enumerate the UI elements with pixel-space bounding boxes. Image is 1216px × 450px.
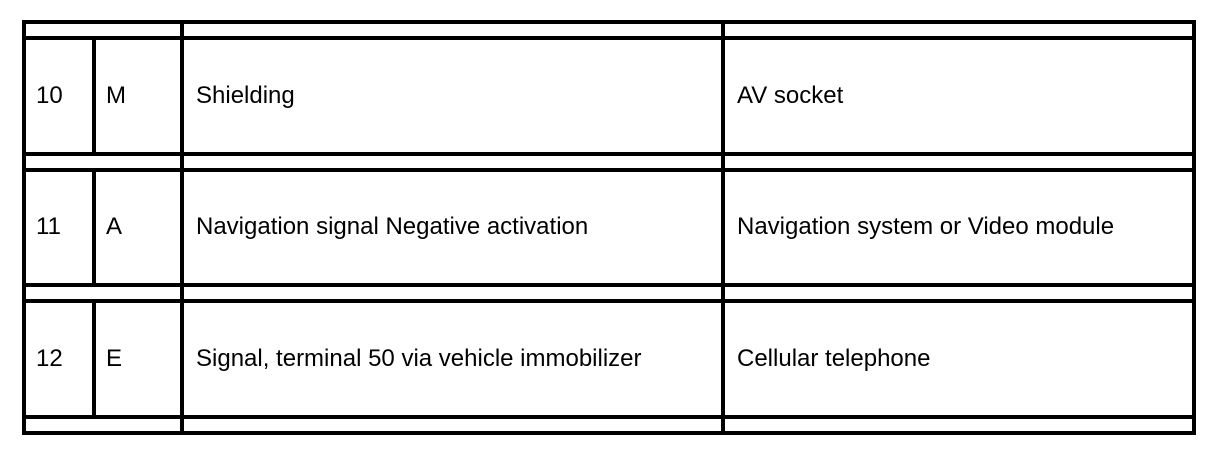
empty-cell xyxy=(723,417,1194,433)
wire-code-cell: M xyxy=(94,38,182,153)
description-cell: Shielding xyxy=(182,38,723,153)
pin-number-cell: 11 xyxy=(24,170,94,285)
table-row-spacer xyxy=(24,285,1194,301)
empty-cell xyxy=(24,285,182,301)
empty-cell xyxy=(723,285,1194,301)
destination-cell: Cellular telephone xyxy=(723,301,1194,416)
empty-cell xyxy=(723,154,1194,170)
wire-code-cell: E xyxy=(94,301,182,416)
table-row-spacer xyxy=(24,154,1194,170)
empty-cell xyxy=(24,22,182,38)
table-row xyxy=(24,38,1194,153)
description-cell: Signal, terminal 50 via vehicle immobilizer xyxy=(182,301,723,416)
empty-cell xyxy=(182,417,723,433)
pin-assignment-table xyxy=(22,20,1196,435)
table-row xyxy=(24,170,1194,285)
table-row-spacer xyxy=(24,417,1194,433)
destination-cell: Navigation system or Video module xyxy=(723,170,1194,285)
wire-code-cell: A xyxy=(94,170,182,285)
empty-cell xyxy=(182,154,723,170)
empty-cell xyxy=(182,285,723,301)
pin-number-cell: 12 xyxy=(24,301,94,416)
destination-cell: AV socket xyxy=(723,38,1194,153)
empty-cell xyxy=(723,22,1194,38)
empty-cell xyxy=(182,22,723,38)
description-cell: Navigation signal Negative activation xyxy=(182,170,723,285)
table-row xyxy=(24,301,1194,416)
empty-cell xyxy=(24,154,182,170)
empty-cell xyxy=(24,417,182,433)
table-row-spacer xyxy=(24,22,1194,38)
pin-number-cell: 10 xyxy=(24,38,94,153)
